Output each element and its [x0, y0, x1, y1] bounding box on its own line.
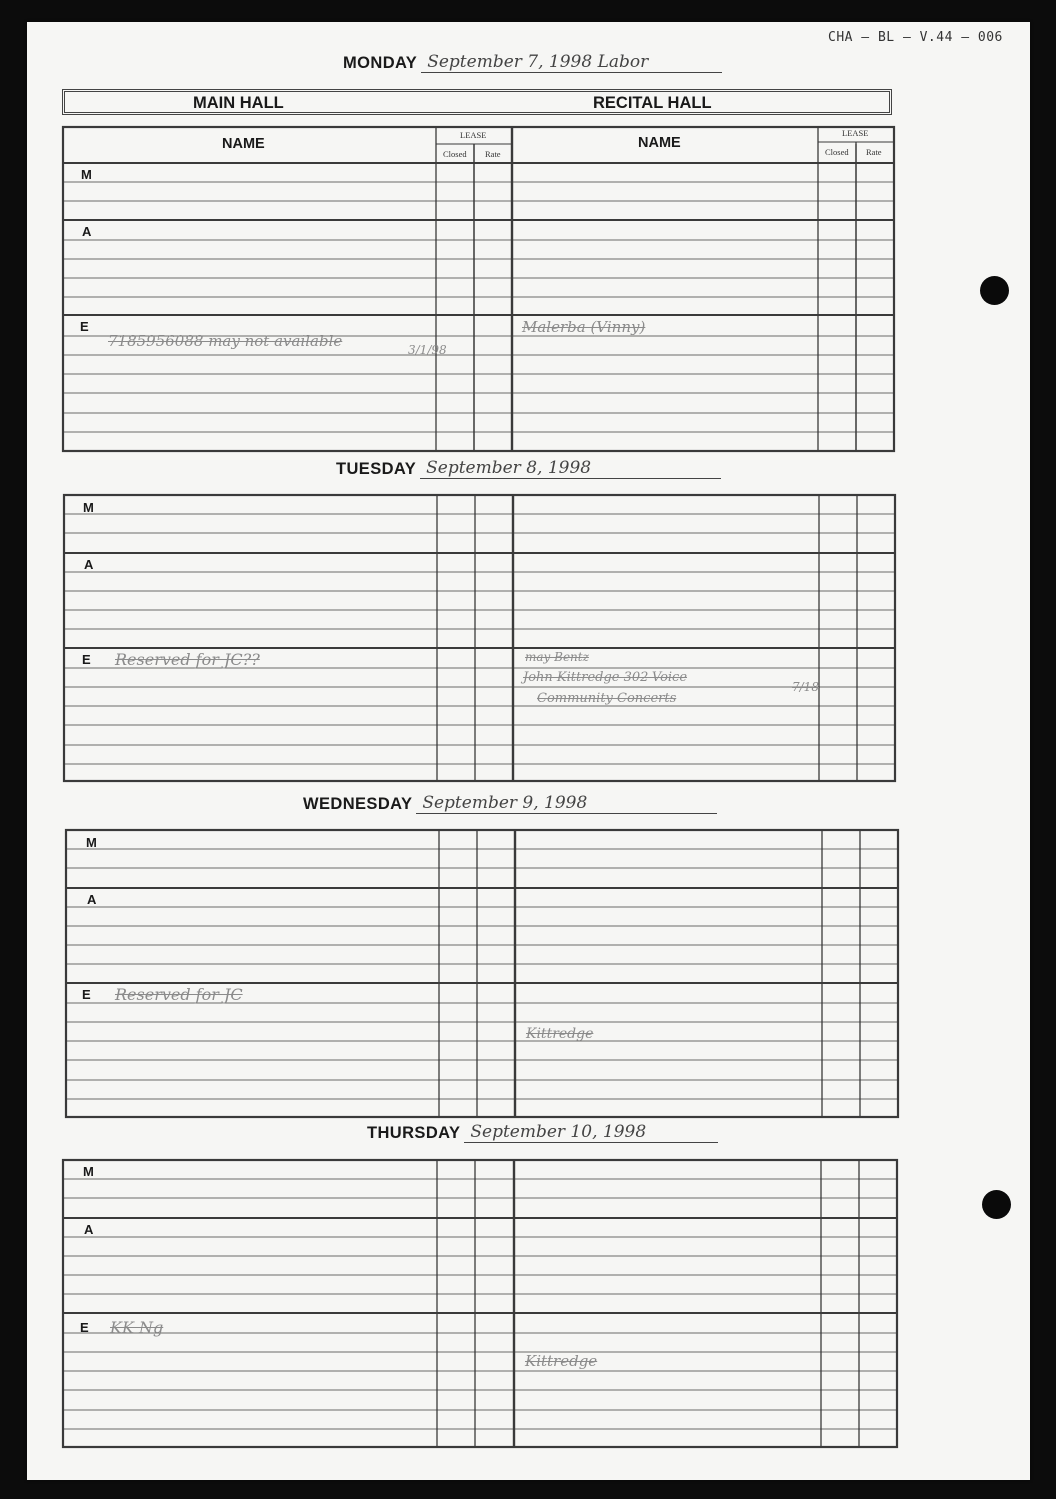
pencil-note: Reserved for JC?? — [115, 650, 260, 669]
pencil-note: John Kittredge 302-Voice — [523, 670, 688, 685]
main-closed-header: Closed — [443, 149, 467, 159]
day-date: September 10, 1998 — [464, 1122, 718, 1143]
day-date: September 8, 1998 — [420, 458, 721, 479]
pencil-note: Kittredge — [526, 1026, 594, 1042]
pencil-note-date: 7/18 — [792, 680, 819, 694]
pencil-note: Reserved for JC — [115, 985, 243, 1004]
row-label-evening: E — [82, 652, 91, 667]
day-date: September 7, 1998 Labor — [421, 52, 722, 73]
day-date: September 9, 1998 — [416, 793, 717, 814]
row-label-morning: M — [81, 167, 92, 182]
pencil-note: Kittredge — [525, 1352, 598, 1370]
recital-lease-header: LEASE — [842, 128, 869, 138]
main-lease-header: LEASE — [460, 130, 487, 140]
pencil-note-date: 3/1/98 — [408, 343, 447, 357]
grid-frame — [63, 127, 894, 451]
main-name-header: NAME — [222, 136, 265, 152]
day-name: WEDNESDAY — [303, 795, 413, 813]
day-name: THURSDAY — [367, 1124, 461, 1142]
row-label-morning: M — [86, 835, 97, 850]
grid-frame — [63, 1160, 897, 1447]
recital-hall-title: RECITAL HALL — [593, 94, 712, 112]
day-name: TUESDAY — [336, 460, 417, 478]
pencil-note: may Bentz — [525, 650, 589, 664]
grid-frame — [64, 495, 895, 781]
row-label-evening: E — [82, 987, 91, 1002]
pencil-note: Community Concerts — [537, 691, 677, 706]
row-label-evening: E — [80, 1320, 89, 1335]
row-label-morning: M — [83, 500, 94, 515]
pencil-note: KK Ng — [110, 1318, 164, 1337]
main-hall-title: MAIN HALL — [193, 94, 284, 112]
row-label-evening: E — [80, 319, 89, 334]
main-rate-header: Rate — [485, 149, 501, 159]
pencil-note: Malerba (Vinny) — [522, 318, 646, 336]
recital-name-header: NAME — [638, 135, 681, 151]
row-label-afternoon: A — [84, 1222, 94, 1237]
day-name: MONDAY — [343, 54, 418, 72]
pencil-note: 7185956088 may not available — [108, 332, 343, 350]
row-label-afternoon: A — [87, 892, 97, 907]
row-label-afternoon: A — [82, 224, 92, 239]
row-label-morning: M — [83, 1164, 94, 1179]
grid-frame — [66, 830, 898, 1117]
document-code: CHA — BL — V.44 — 006 — [828, 30, 1003, 45]
recital-rate-header: Rate — [866, 147, 882, 157]
row-label-afternoon: A — [84, 557, 94, 572]
recital-closed-header: Closed — [825, 147, 849, 157]
